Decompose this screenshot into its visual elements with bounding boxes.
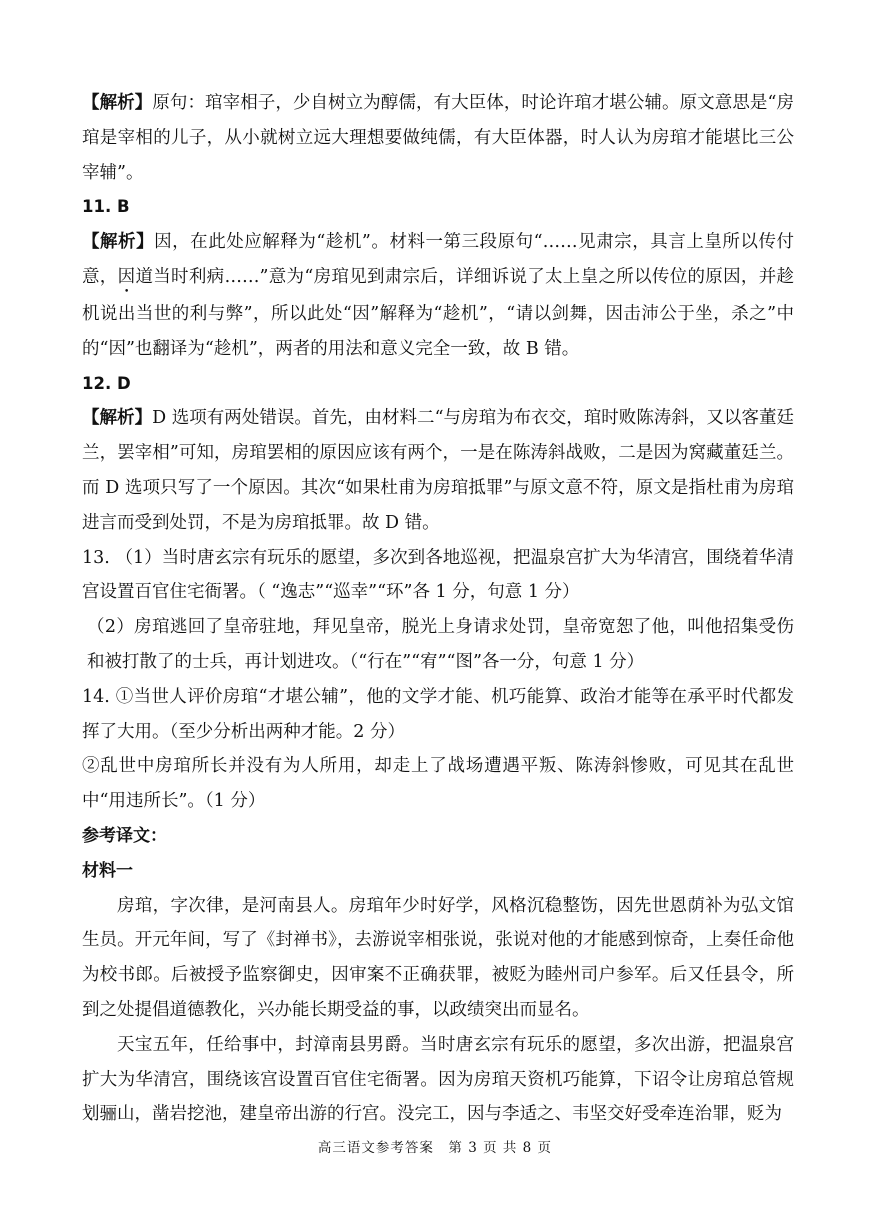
question-11-answer: 11. B: [82, 197, 130, 217]
translation-paragraph-2: 天宝五年，任给事中，封漳南县男爵。当时唐玄宗有玩乐的愿望，多次出游，把温泉宫扩大为华清宫，围绕该宫设置百官住宅衙署。因为房琯天资机巧能算，下诏令让房琯总管规划骊山，凿岩挖池，建皇帝出游的行宫。没完工，因与李适之、韦坚交好受牵连治罪，贬为: [82, 1034, 794, 1125]
question-13-part-2: （2）房琯逃回了皇帝驻地，拜见皇帝，脱光上身请求处罚，皇帝宽恕了他，叫他招集受伤和被打散了的士兵，再计划进攻。（“行在”“宥”“图”各一分，句意 1 分）: [87, 617, 794, 672]
analysis-10: [82, 86, 794, 190]
question-14-point-1: 14. ①当世人评价房琯“才堪公辅”，他的文学才能、机巧能算、政治才能等在承平时代都发挥了大用。（至少分析出两种才能。2 分）: [82, 686, 794, 742]
page-footer: 高三语文参考答案 第 3 页 共 8 页: [317, 1140, 553, 1156]
analysis-tag: 【解析】: [82, 232, 155, 253]
question-14-point-2: ②乱世中房琯所长并没有为人所用，却走上了战场遭遇平叛、陈涛斜惨败，可见其在乱世中“用违所长”。（1 分）: [82, 756, 794, 812]
analysis-tag: 【解析】: [82, 408, 153, 429]
analysis-tag: 【解析】: [82, 93, 153, 113]
analysis-text: 原句：琯宰相子，少自树立为醇儒，有大臣体，时论许琯才堪公辅。原文意思是“房琯是宰相的儿子，从小就树立远大理想要做纯儒，有大臣体器，时人认为房琯才能堪比三公宰辅”。: [82, 93, 794, 183]
analysis-11: 【解析】因，在此处应解释为“趁机”。材料一第三段原句“……见肃宗，具言上皇所以传付意，因道当时利病……”意为“房琯见到肃宗后，详细诉说了太上皇之所以传位的原因，并趁机说出当世的利与弊”，所以此处“因”解释为“趁机”，“请以剑舞，因击沛公于坐，杀之”中的“因”也翻译为“趁机”，两者的用法和意义完全一致，故 B 错。: [82, 232, 795, 359]
material-1-title: 材料一: [82, 860, 133, 881]
emphasis-dot-char: 因: [117, 266, 136, 287]
answer-content: [82, 86, 794, 1132]
translation-paragraph-1: 房琯，字次律，是河南县人。房琯年少时好学，风格沉稳整饬，因先世恩荫补为弘文馆生员。开元年间，写了《封禅书》，去游说宰相张说，张说对他的才能感到惊奇，上奏任命他为校书郎。后被授予监察御史，因审案不正确获罪，被贬为睦州司户参军。后又任县令，所到之处提倡道德教化，兴办能长期受益的事，以政绩突出而显名。: [82, 895, 794, 1020]
question-12-answer: 12. D: [82, 373, 131, 393]
reference-translation-title: 参考译文：: [82, 825, 167, 846]
analysis-12: 【解析】D 选项有两处错误。首先，由材料二“与房琯为布衣交，琯时败陈涛斜，又以客董廷兰，罢宰相”可知，房琯罢相的原因应该有两个，一是在陈涛斜战败，二是因为窝藏董廷兰。而 D 选项只写了一个原因。其次“如果杜甫为房琯抵罪”与原文意不符，原文是指杜甫为房琯进言而受到处罚，不是为房琯抵罪。故 D 错。: [82, 408, 795, 533]
question-13-part-1: 13. （1）当时唐玄宗有玩乐的愿望，多次到各地巡视，把温泉宫扩大为华清宫，围绕着华清宫设置百官住宅衙署。（ “逸志”“巡幸”“环”各 1 分，句意 1 分）: [82, 547, 794, 603]
